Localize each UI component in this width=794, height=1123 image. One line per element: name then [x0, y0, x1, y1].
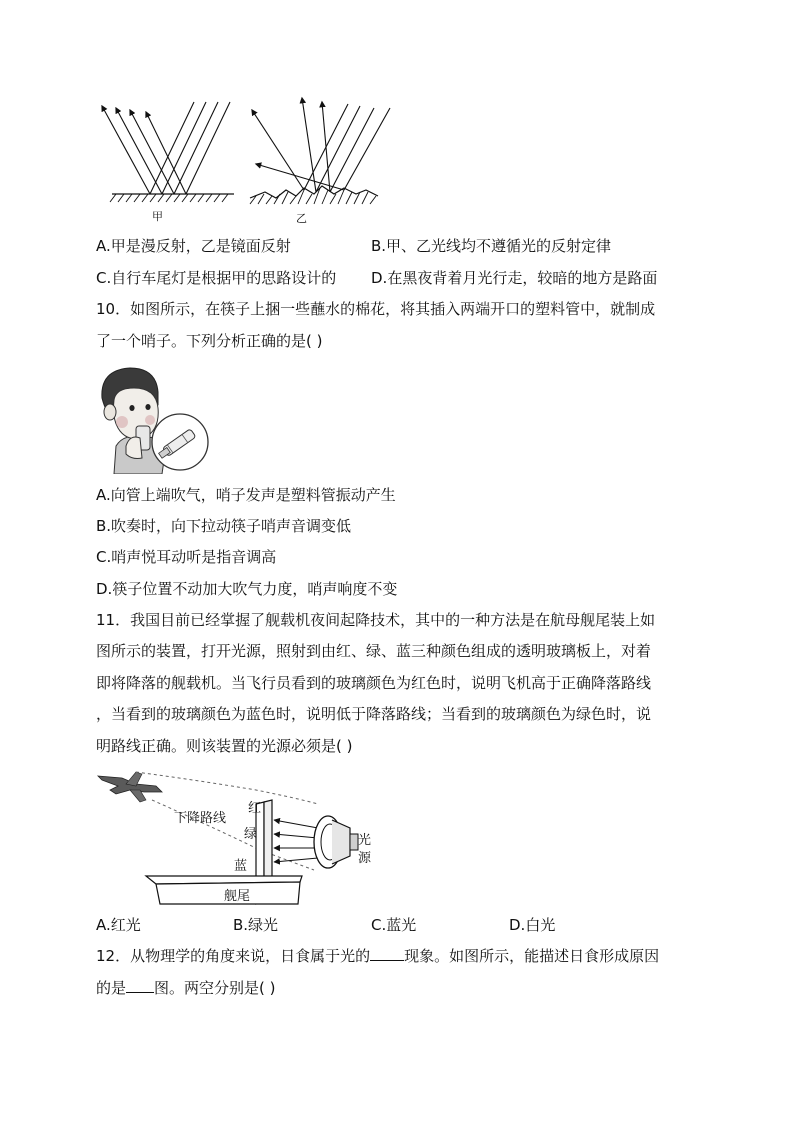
q12-stem-line-1-part-b: 现象。如图所示，能描述日食形成原因: [404, 947, 660, 965]
q10-option-d[interactable]: D.筷子位置不动加大吹气力度，哨声响度不变: [96, 580, 398, 598]
q12-stem-line-1-part-a: 12．从物理学的角度来说，日食属于光的: [96, 947, 371, 965]
q9-option-c[interactable]: C.自行车尾灯是根据甲的思路设计的: [96, 269, 337, 287]
light-source-icon: [314, 816, 358, 868]
q11-option-b[interactable]: B.绿光: [233, 916, 279, 934]
q11-stem-line-4: ，当看到的玻璃颜色为蓝色时，说明低于降落路线；当看到的玻璃颜色为绿色时，说: [96, 705, 652, 723]
whistle-boy-figure: [96, 364, 214, 474]
landing-light-figure: [96, 764, 386, 906]
diagram-yi-diffuse: [250, 98, 390, 225]
q9-option-a[interactable]: A.甲是漫反射，乙是镜面反射: [96, 237, 291, 255]
q11-stem-line-3: 即将降落的舰载机。当飞行员看到的玻璃颜色为红色时，说明飞机高于正确降落路线: [96, 674, 652, 692]
q11-stem-line-5: 明路线正确。则该装置的光源必须是( ): [96, 737, 353, 755]
q11-stem-line-1: 11．我国目前已经掌握了舰载机夜间起降技术，其中的一种方法是在航母舰尾装上如: [96, 611, 656, 629]
q11-stem-line-2: 图所示的装置，打开光源，照射到由红、绿、蓝三种颜色组成的透明玻璃板上，对着: [96, 642, 652, 660]
q10-option-c[interactable]: C.哨声悦耳动听是指音调高: [96, 548, 277, 566]
q11-option-a[interactable]: A.红光: [96, 916, 141, 934]
q9-option-d[interactable]: D.在黑夜背着月光行走，较暗的地方是路面: [371, 269, 658, 287]
q10-stem-line-2: 了一个哨子。下列分析正确的是( ): [96, 332, 323, 350]
q12-blank-1[interactable]: [370, 946, 404, 961]
q10-stem-line-1: 10．如图所示，在筷子上捆一些蘸水的棉花，将其插入两端开口的塑料管中，就制成: [96, 300, 656, 318]
q12-stem-line-2: [96, 978, 276, 998]
label-descent-path: 下降路线: [174, 811, 227, 826]
label-yi: 乙: [296, 212, 307, 225]
label-light-2: 源: [358, 851, 372, 866]
q12-blank-2[interactable]: [126, 978, 154, 993]
q10-option-a[interactable]: A.向管上端吹气，哨子发声是塑料管振动产生: [96, 486, 396, 504]
label-blue: 蓝: [234, 859, 248, 874]
label-green: 绿: [244, 827, 258, 842]
q11-option-d[interactable]: D.白光: [509, 916, 556, 934]
q12-stem-line-1: [96, 946, 659, 966]
q10-option-b[interactable]: B.吹奏时，向下拉动筷子哨声音调变低: [96, 517, 352, 535]
q12-stem-line-2-part-a: 的是: [96, 979, 127, 997]
label-stern: 舰尾: [224, 889, 251, 904]
q12-stem-line-2-part-b: 图。两空分别是( ): [154, 979, 276, 997]
q9-option-b[interactable]: B.甲、乙光线均不遵循光的反射定律: [371, 237, 612, 255]
label-jia: 甲: [152, 210, 163, 223]
label-red: 红: [248, 801, 262, 816]
label-light-1: 光: [358, 833, 372, 848]
jet-icon: [98, 772, 162, 802]
q11-option-c[interactable]: C.蓝光: [371, 916, 417, 934]
reflection-figure: [90, 94, 400, 226]
diagram-jia-specular: [102, 102, 234, 223]
